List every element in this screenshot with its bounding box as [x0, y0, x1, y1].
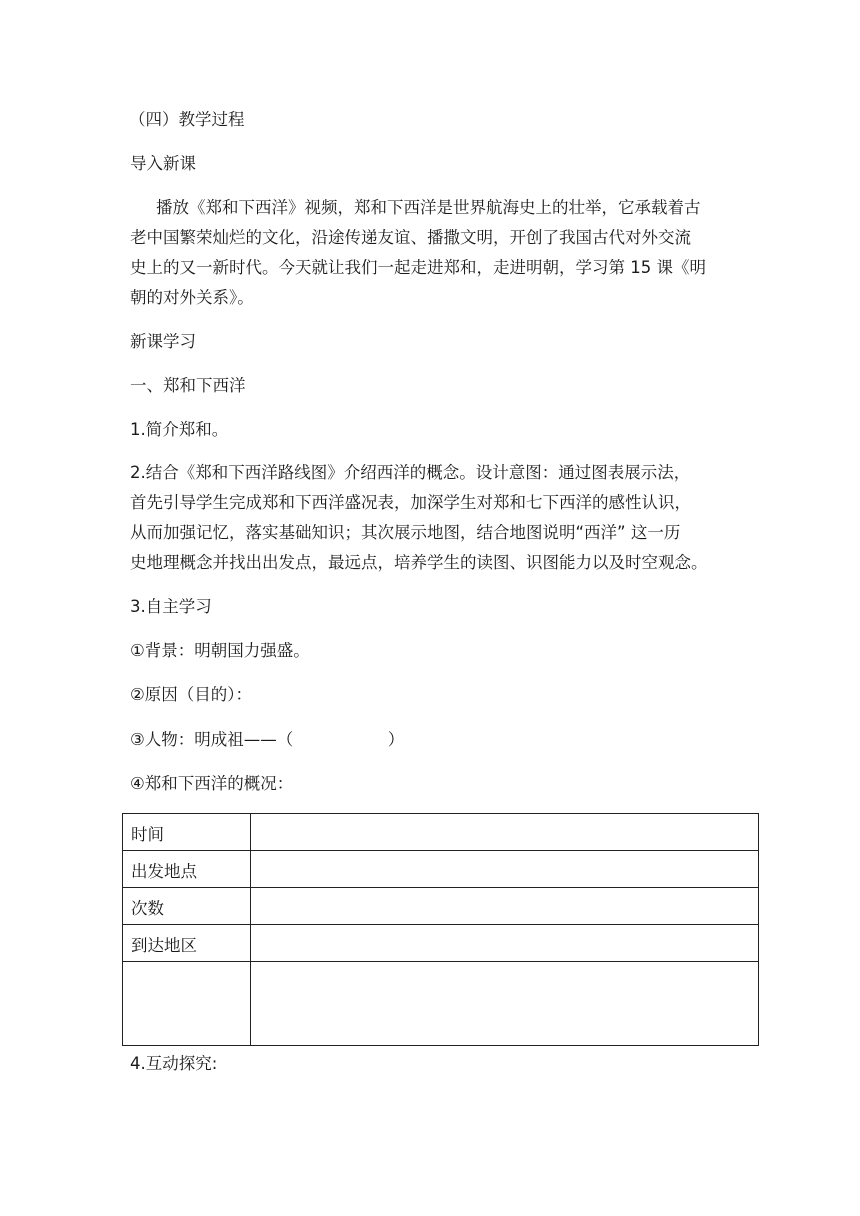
table-cell-label	[123, 962, 251, 1046]
table-cell-value	[251, 814, 759, 851]
sub-item-person: ③人物：明成祖——（ ）	[130, 730, 405, 749]
table-cell-value	[251, 888, 759, 925]
item-1: 1.简介郑和。	[130, 420, 229, 439]
table-row	[123, 925, 759, 962]
table-row	[123, 888, 759, 925]
item-4: 4.互动探究:	[130, 1054, 218, 1073]
table-cell-label: 时间	[123, 814, 251, 851]
section-title: 一、郑和下西洋	[130, 376, 246, 395]
sub-item-background: ①背景：明朝国力强盛。	[130, 641, 310, 660]
intro-line: 播放《郑和下西洋》视频，郑和下西洋是世界航海史上的壮举，它承载着古	[156, 198, 701, 217]
sub-item-reason: ②原因（目的）：	[130, 685, 253, 704]
table-row	[123, 814, 759, 851]
item-2-paragraph	[130, 458, 735, 578]
intro-line: 朝的对外关系》。	[130, 288, 254, 307]
intro-line: 史上的又一新时代。今天就让我们一起走进郑和，走进明朝，学习第 15 课《明	[130, 258, 706, 277]
heading-introduction: 导入新课	[130, 154, 196, 173]
table-cell-value	[251, 851, 759, 888]
sub-item-overview: ④郑和下西洋的概况：	[130, 774, 294, 793]
item-2-line: 2.结合《郑和下西洋路线图》介绍西洋的概念。设计意图：通过图表展示法，	[130, 463, 691, 482]
intro-line: 老中国繁荣灿烂的文化，沿途传递友谊、播撒文明，开创了我国古代对外交流	[130, 228, 691, 247]
table-cell-label: 出发地点	[123, 851, 251, 888]
heading-teaching-process: （四）教学过程	[129, 110, 245, 129]
heading-new-lesson: 新课学习	[130, 332, 196, 351]
table-cell-label: 到达地区	[123, 925, 251, 962]
table-cell-label: 次数	[123, 888, 251, 925]
table-cell-value	[251, 925, 759, 962]
item-2-line: 首先引导学生完成郑和下西洋盛况表，加深学生对郑和七下西洋的感性认识，	[130, 493, 691, 512]
item-2-line: 从而加强记忆，落实基础知识；其次展示地图，结合地图说明“西洋” 这一历	[130, 523, 681, 542]
intro-paragraph	[130, 193, 735, 313]
table-row	[123, 851, 759, 888]
item-3: 3.自主学习	[130, 597, 212, 616]
item-2-line: 史地理概念并找出出发点，最远点，培养学生的读图、识图能力以及时空观念。	[130, 553, 708, 572]
table-row	[123, 962, 759, 1046]
table-cell-value	[251, 962, 759, 1046]
overview-table	[122, 813, 759, 1046]
